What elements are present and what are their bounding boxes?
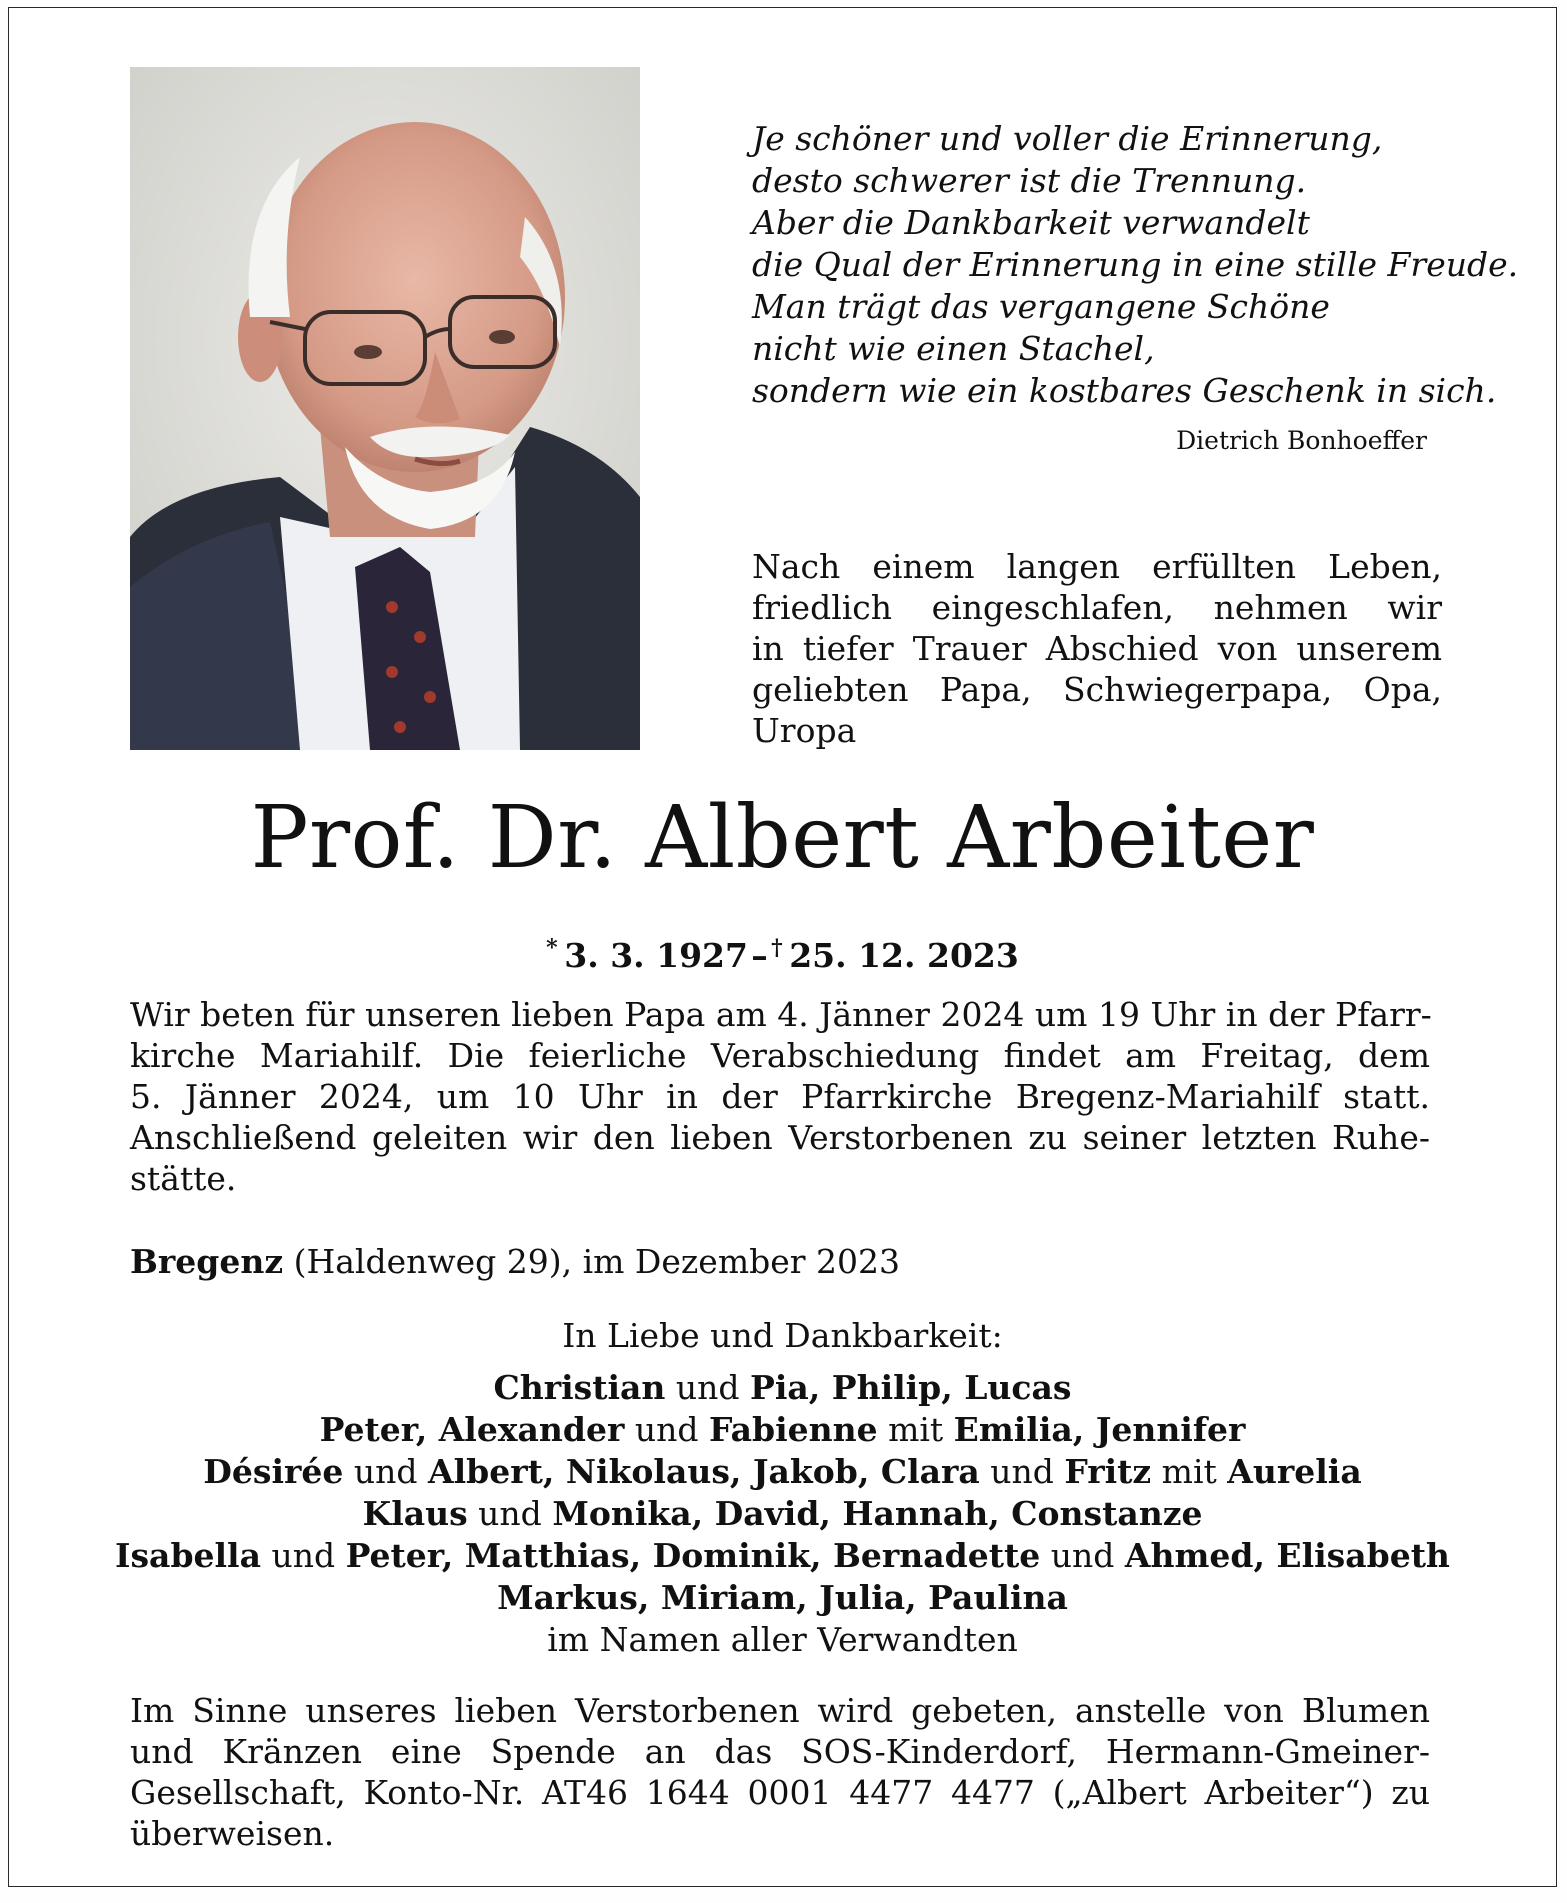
intro-line: geliebten Papa, Schwiegerpapa, Opa, [752, 670, 1442, 709]
mourner-names: Monika, David, Hannah, Constanze [552, 1494, 1203, 1533]
mourner-names: Emilia, Jennifer [953, 1410, 1246, 1449]
mourner-connector: und [665, 1368, 751, 1407]
mourner-row [9, 1409, 1556, 1451]
portrait-photo [130, 67, 640, 750]
intro-line: friedlich eingeschlafen, nehmen wir [752, 588, 1442, 627]
mourners-list [9, 1367, 1556, 1619]
donation-line: überweisen. [130, 1814, 335, 1853]
portrait-illustration [130, 67, 640, 750]
mourner-row [9, 1367, 1556, 1409]
service-line: 5. Jänner 2024, um 10 Uhr in der Pfarrkirche Bregenz-Mariahilf statt. [130, 1077, 1430, 1116]
mourner-names: Peter, Matthias, Dominik, Bernadette [345, 1536, 1041, 1575]
mourner-connector: und [979, 1452, 1065, 1491]
place-rest: (Haldenweg 29), im Dezember 2023 [283, 1242, 901, 1281]
mourner-names: Christian [493, 1368, 666, 1407]
mourner-connector: mit [877, 1410, 954, 1449]
quote-line: nicht wie einen Stachel, [752, 329, 1155, 368]
donation-line: und Kränzen eine Spende an das SOS-Kinderdorf, Hermann-Gmeiner- [130, 1732, 1430, 1771]
deceased-name: Prof. Dr. Albert Arbeiter [250, 788, 1315, 888]
mourner-names: Fritz [1064, 1452, 1152, 1491]
mourner-connector: und [343, 1452, 429, 1491]
bonhoeffer-quote [752, 118, 1519, 412]
service-line: kirche Mariahilf. Die feierliche Verabschiedung findet am Freitag, dem [130, 1036, 1430, 1075]
mourner-names: Peter, Alexander [319, 1410, 625, 1449]
service-line: stätte. [130, 1159, 237, 1198]
mourner-connector: mit [1151, 1452, 1228, 1491]
mourner-connector: und [624, 1410, 709, 1449]
date-separator: – [751, 936, 768, 975]
intro-line: Nach einem langen erfüllten Leben, [752, 547, 1442, 586]
mourner-row [9, 1451, 1556, 1493]
mourner-connector: und [260, 1536, 346, 1575]
mourner-names: Fabienne [708, 1410, 878, 1449]
mourner-names: Aurelia [1227, 1452, 1362, 1491]
place-date-line [130, 1242, 900, 1282]
intro-line: Uropa [752, 711, 857, 750]
service-paragraph [130, 994, 1430, 1199]
quote-line: Man trägt das vergangene Schöne [752, 287, 1330, 326]
place-city: Bregenz [130, 1242, 284, 1281]
mourner-names: Désirée [203, 1452, 344, 1491]
birth-date: 3. 3. 1927 [564, 936, 748, 975]
donation-line: Im Sinne unseres lieben Verstorbenen wird gebeten, anstelle von Blumen [130, 1691, 1430, 1730]
closing-line: im Namen aller Verwandten [547, 1620, 1018, 1659]
mourner-names: Klaus [362, 1494, 468, 1533]
mourner-names: Isabella [115, 1536, 261, 1575]
quote-line: Je schöner und voller die Erinnerung, [752, 119, 1383, 158]
mourner-row [9, 1493, 1556, 1535]
donation-line: Gesellschaft, Konto-Nr. AT46 1644 0001 4477 4477 („Albert Arbeiter“) zu [130, 1773, 1430, 1812]
quote-line: desto schwerer ist die Trennung. [752, 161, 1307, 200]
obituary-notice [8, 7, 1557, 1887]
mourner-row [9, 1577, 1556, 1619]
mourner-names: Markus, Miriam, Julia, Paulina [497, 1578, 1068, 1617]
mourner-row [9, 1535, 1556, 1577]
quote-line: Aber die Dankbarkeit verwandelt [752, 203, 1310, 242]
donation-paragraph [130, 1690, 1430, 1854]
death-date: 25. 12. 2023 [789, 936, 1019, 975]
life-dates [9, 928, 1556, 976]
mourner-names: Albert, Nikolaus, Jakob, Clara [428, 1452, 980, 1491]
service-line: Anschließend geleiten wir den lieben Verstorbenen zu seiner letzten Ruhe- [130, 1118, 1430, 1157]
mourner-connector: und [467, 1494, 553, 1533]
thanks-line: In Liebe und Dankbarkeit: [562, 1316, 1003, 1355]
birth-symbol: * [546, 935, 558, 961]
intro-paragraph [752, 546, 1442, 751]
death-symbol: † [771, 935, 783, 961]
mourner-names: Ahmed, Elisabeth [1124, 1536, 1450, 1575]
quote-line: sondern wie ein kostbares Geschenk in sich. [752, 371, 1497, 410]
service-line: Wir beten für unseren lieben Papa am 4. Jänner 2024 um 19 Uhr in der Pfarr- [130, 995, 1432, 1034]
mourner-names: Pia, Philip, Lucas [750, 1368, 1072, 1407]
quote-author: Dietrich Bonhoeffer [1176, 426, 1427, 455]
quote-line: die Qual der Erinnerung in eine stille Freude. [752, 245, 1519, 284]
mourner-connector: und [1040, 1536, 1125, 1575]
intro-line: in tiefer Trauer Abschied von unserem [752, 629, 1442, 668]
